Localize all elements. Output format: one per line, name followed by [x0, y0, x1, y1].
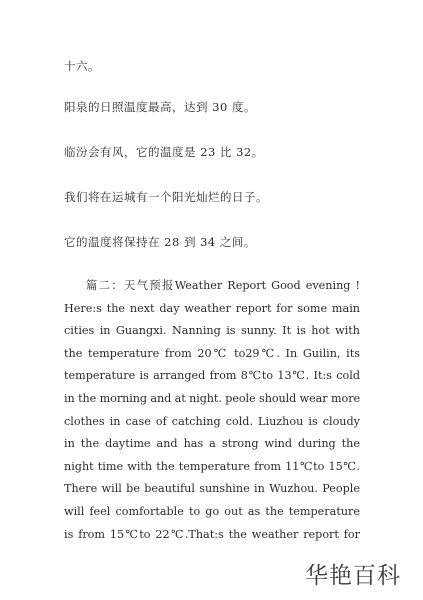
report-line-9: night time with the temperature from 11℃to 15℃.: [64, 459, 360, 473]
report-line-10: There will be beautiful sunshine in Wuzhou. People: [64, 482, 360, 496]
report-line-5: temperature is arranged from 8℃to 13℃. It:s cold: [64, 369, 360, 383]
report-line-7: clothes in case of catching cold. Liuzhou is cloudy: [64, 414, 360, 428]
report-line-1: 篇二：天气预报Weather Report Good evening !: [86, 279, 360, 292]
text-line-2: 阳泉的日照温度最高，达到 30 度。: [64, 100, 256, 114]
report-line-8: in the daytime and has a strong wind during the: [64, 437, 360, 451]
text-line-5: 它的温度将保持在 28 到 34 之间。: [64, 235, 256, 249]
weather-report-paragraph: [64, 275, 360, 546]
report-line-11: will feel comfortable to go out as the temperature: [64, 504, 360, 518]
report-line-4: the temperature from 20℃ to29℃. In Guilin, its: [64, 346, 360, 360]
report-line-2: Here:s the next day weather report for some main: [64, 301, 360, 315]
text-line-3: 临汾会有风，它的温度是 23 比 32。: [64, 145, 264, 159]
report-line-6: in the morning and at night. peole should wear more: [64, 391, 360, 405]
report-line-12: is from 15℃to 22℃.That:s the weather report for: [64, 527, 360, 541]
text-line-1: 十六。: [64, 59, 100, 73]
watermark-logo: 华艳百科: [305, 563, 401, 589]
report-line-3: cities in Guangxi. Nanning is sunny. It is hot with: [64, 324, 360, 338]
text-line-4: 我们将在运城有一个阳光灿烂的日子。: [64, 190, 268, 204]
